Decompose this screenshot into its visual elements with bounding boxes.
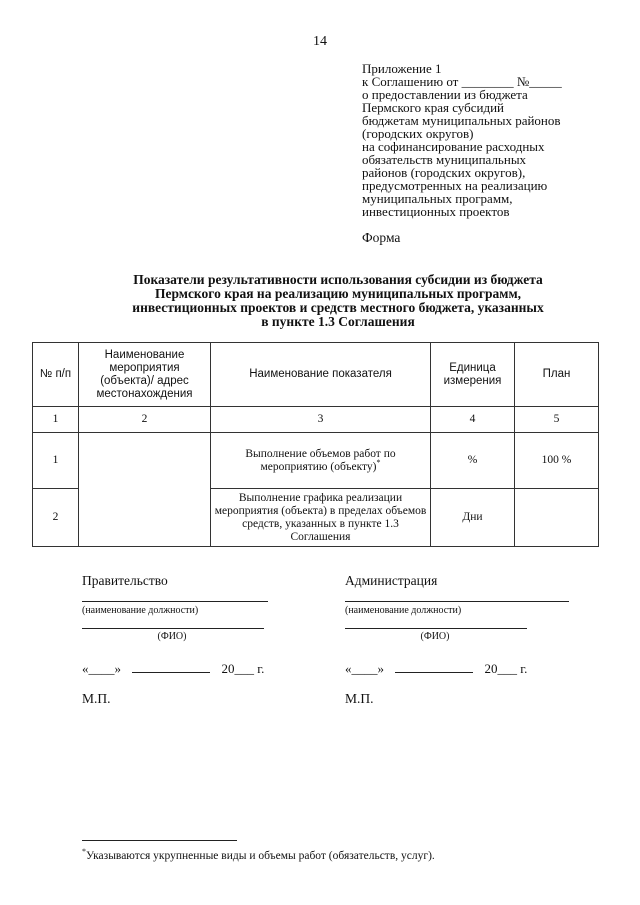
title-line: в пункте 1.3 Соглашения bbox=[261, 314, 415, 329]
position-line bbox=[82, 593, 268, 602]
row-num: 2 bbox=[33, 489, 79, 547]
row-indicator bbox=[211, 433, 431, 489]
date-line bbox=[82, 660, 312, 677]
table-row bbox=[33, 433, 599, 489]
annex-line: Приложение 1 bbox=[362, 61, 442, 76]
title-line: инвестиционных проектов и средств местного бюджета, указанных bbox=[132, 300, 544, 315]
date-year: 20___ г. bbox=[484, 661, 528, 676]
column-number: 3 bbox=[211, 407, 431, 433]
fio-line bbox=[345, 616, 527, 629]
row-unit: Дни bbox=[431, 489, 515, 547]
form-label: Форма bbox=[362, 230, 401, 245]
position-line bbox=[345, 593, 569, 602]
annex-header bbox=[362, 62, 612, 218]
date-day: «____» bbox=[82, 661, 121, 676]
column-number: 2 bbox=[79, 407, 211, 433]
indicators-table bbox=[32, 342, 599, 547]
position-caption: (наименование должности) bbox=[82, 605, 199, 616]
header-num: № п/п bbox=[33, 343, 79, 407]
fio-caption: (ФИО) bbox=[157, 631, 187, 642]
column-number-row bbox=[33, 407, 599, 433]
document-title bbox=[90, 273, 586, 329]
annex-line: бюджетам муниципальных районов bbox=[362, 113, 561, 128]
date-month-blank bbox=[395, 660, 473, 673]
row-indicator-text: Выполнение объемов работ по мероприятию (объекту) bbox=[245, 447, 396, 473]
annex-line: (городских округов) bbox=[362, 126, 474, 141]
footnote-mark: * bbox=[376, 457, 381, 467]
footnote-mark: * bbox=[82, 847, 86, 857]
annex-line: о предоставлении из бюджета bbox=[362, 87, 528, 102]
column-number: 4 bbox=[431, 407, 515, 433]
annex-line: муниципальных программ, bbox=[362, 191, 513, 206]
header-unit: Единица измерения bbox=[431, 343, 515, 407]
title-line: Показатели результативности использования субсидии из бюджета bbox=[133, 272, 543, 287]
row-plan: 100 % bbox=[515, 433, 599, 489]
signatory-party: Администрация bbox=[345, 573, 438, 588]
fio-line bbox=[82, 616, 264, 629]
annex-line: на софинансирование расходных bbox=[362, 139, 545, 154]
header-event: Наименование мероприятия (объекта)/ адрес местонахождения bbox=[79, 343, 211, 407]
fio-caption: (ФИО) bbox=[420, 631, 450, 642]
title-line: Пермского края на реализацию муниципальных программ, bbox=[154, 286, 522, 301]
footnote-divider bbox=[82, 840, 237, 841]
row-plan bbox=[515, 489, 599, 547]
position-caption: (наименование должности) bbox=[345, 605, 462, 616]
annex-line: Пермского края субсидий bbox=[362, 100, 504, 115]
date-line bbox=[345, 660, 575, 677]
annex-line: обязательств муниципальных bbox=[362, 152, 527, 167]
header-indicator: Наименование показателя bbox=[211, 343, 431, 407]
row-unit: % bbox=[431, 433, 515, 489]
date-month-blank bbox=[132, 660, 210, 673]
annex-line: районов (городских округов), bbox=[362, 165, 526, 180]
signatory-party: Правительство bbox=[82, 573, 168, 588]
page-number: 14 bbox=[313, 34, 327, 49]
column-number: 1 bbox=[33, 407, 79, 433]
row-num: 1 bbox=[33, 433, 79, 489]
seal-label: М.П. bbox=[82, 691, 111, 706]
table-header-row bbox=[33, 343, 599, 407]
signature-block-government bbox=[82, 573, 312, 707]
row-event bbox=[79, 433, 211, 547]
annex-line: к Соглашению от ________ №_____ bbox=[362, 74, 562, 89]
annex-line: инвестиционных проектов bbox=[362, 204, 510, 219]
date-day: «____» bbox=[345, 661, 384, 676]
seal-label: М.П. bbox=[345, 691, 374, 706]
column-number: 5 bbox=[515, 407, 599, 433]
row-indicator: Выполнение графика реализации мероприятия (объекта) в пределах объемов средств, указанных в пункте 1.3 Соглашения bbox=[211, 489, 431, 547]
signature-block-administration bbox=[345, 573, 575, 707]
annex-line: предусмотренных на реализацию bbox=[362, 178, 548, 193]
footnote-text: Указываются укрупненные виды и объемы работ (обязательств, услуг). bbox=[86, 850, 435, 862]
header-plan: План bbox=[515, 343, 599, 407]
date-year: 20___ г. bbox=[221, 661, 265, 676]
footnote bbox=[82, 847, 435, 862]
